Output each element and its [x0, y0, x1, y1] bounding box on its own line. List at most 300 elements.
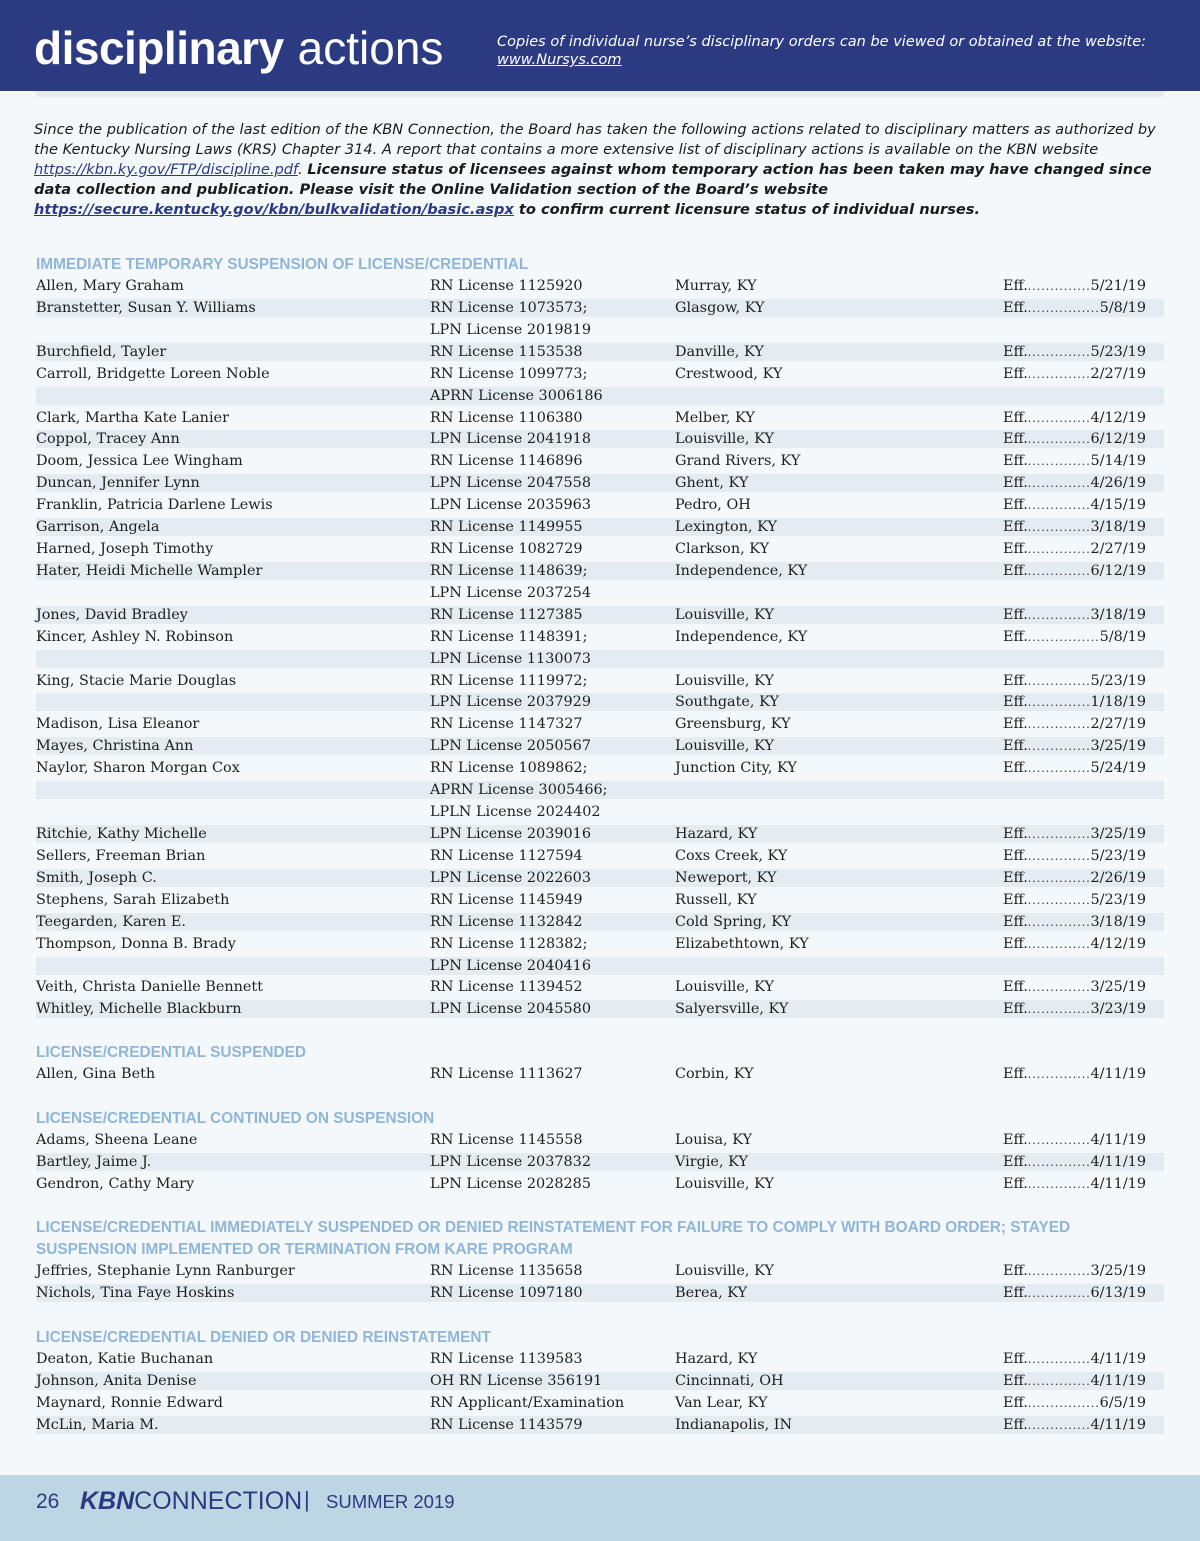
license-number: RN License 1149955 — [430, 519, 583, 536]
leader-dots — [1028, 1351, 1091, 1369]
license-number: LPN License 2047558 — [430, 475, 591, 492]
eff-label: Eff. — [1003, 475, 1028, 492]
licensee-location: Elizabethtown, KY — [675, 935, 809, 952]
effective-date — [1003, 1372, 1146, 1391]
date-value: 3/18/19 — [1090, 913, 1146, 930]
licensee-name: Jeffries, Stephanie Lynn Ranburger — [36, 1263, 295, 1279]
effective-date — [1003, 1262, 1146, 1281]
licensee-location: Louisville, KY — [675, 1263, 774, 1279]
eff-label: Eff. — [1003, 847, 1028, 864]
license-number: LPN License 2037832 — [430, 1153, 591, 1170]
effective-date — [1003, 452, 1146, 471]
licensee-location: Danville, KY — [675, 343, 764, 360]
licensee-location: Virgie, KY — [675, 1153, 748, 1170]
leader-dots — [1028, 716, 1091, 734]
effective-date — [1003, 540, 1146, 559]
license-number: RN Applicant/Examination — [430, 1394, 625, 1411]
leader-dots — [1028, 497, 1091, 515]
leader-dots — [1028, 892, 1091, 910]
table-row — [36, 715, 1164, 733]
date-value: 4/11/19 — [1090, 1175, 1146, 1192]
leader-dots — [1028, 848, 1091, 866]
leader-dots — [1028, 1263, 1091, 1281]
table-row — [36, 628, 1164, 646]
eff-label: Eff. — [1003, 1001, 1028, 1018]
date-value: 1/18/19 — [1090, 694, 1146, 711]
table-row — [36, 474, 1164, 492]
table-row — [36, 321, 1164, 339]
licensee-name: Garrison, Angela — [36, 519, 160, 536]
licensee-name: Clark, Martha Kate Lanier — [36, 409, 229, 426]
table-row — [36, 387, 1164, 405]
licensee-name: Carroll, Bridgette Loreen Noble — [36, 365, 270, 382]
license-number: OH RN License 356191 — [430, 1372, 603, 1389]
leader-dots — [1028, 607, 1091, 625]
effective-date — [1003, 430, 1146, 449]
licensee-location: Clarkson, KY — [675, 541, 770, 558]
eff-label: Eff. — [1003, 453, 1028, 470]
effective-date — [1003, 474, 1146, 493]
table-row — [36, 693, 1164, 711]
date-value: 6/5/19 — [1099, 1394, 1146, 1411]
leader-dots — [1028, 431, 1091, 449]
eff-label: Eff. — [1003, 606, 1028, 623]
date-value: 5/23/19 — [1090, 891, 1146, 908]
nursys-link[interactable]: www.Nursys.com — [497, 52, 622, 68]
footer-separator: | — [304, 1487, 310, 1512]
page-footer — [0, 1475, 1200, 1541]
effective-date — [1003, 891, 1146, 910]
license-number: RN License 1099773; — [430, 365, 588, 382]
date-value: 3/25/19 — [1090, 826, 1146, 842]
license-number: LPLN License 2024402 — [430, 804, 601, 821]
licensee-location: Neweport, KY — [675, 869, 777, 886]
brand-light: CONNECTION — [134, 1487, 303, 1515]
leader-dots — [1028, 738, 1091, 756]
license-number: RN License 1127385 — [430, 606, 583, 623]
eff-label: Eff. — [1003, 519, 1028, 536]
date-value: 4/12/19 — [1090, 935, 1146, 952]
licensee-name: Smith, Joseph C. — [36, 869, 157, 886]
table-row — [36, 430, 1164, 448]
license-number: LPN License 1130073 — [430, 650, 591, 667]
date-value: 6/12/19 — [1090, 431, 1146, 448]
date-value: 4/11/19 — [1090, 1066, 1146, 1082]
table-row — [36, 496, 1164, 514]
effective-date — [1003, 277, 1146, 296]
licensee-name: King, Stacie Marie Douglas — [36, 672, 237, 689]
licensee-name: Coppol, Tracey Ann — [36, 431, 180, 448]
effective-date — [1003, 759, 1146, 778]
effective-date — [1003, 978, 1146, 997]
effective-date — [1003, 562, 1146, 581]
table-row — [36, 343, 1164, 361]
header-note-text: Copies of individual nurse’s disciplinary orders can be viewed or obtained at the website: — [497, 34, 1147, 50]
date-value: 5/23/19 — [1090, 847, 1146, 864]
table-row — [36, 518, 1164, 536]
date-value: 4/11/19 — [1090, 1416, 1146, 1433]
license-number: LPN License 2028285 — [430, 1175, 591, 1192]
licensee-name: Allen, Mary Graham — [36, 278, 184, 294]
eff-label: Eff. — [1003, 1394, 1028, 1411]
licensee-name: Deaton, Katie Buchanan — [36, 1351, 214, 1367]
licensee-name: Kincer, Ashley N. Robinson — [36, 628, 234, 645]
licensee-name: Gendron, Cathy Mary — [36, 1175, 195, 1192]
table-row — [36, 847, 1164, 865]
licensee-location: Louisa, KY — [675, 1132, 753, 1148]
date-value: 4/11/19 — [1090, 1351, 1146, 1367]
licensee-name: Branstetter, Susan Y. Williams — [36, 299, 256, 316]
section-title: LICENSE/CREDENTIAL SUSPENDED — [36, 1044, 306, 1061]
license-number: LPN License 2040416 — [430, 957, 591, 974]
eff-label: Eff. — [1003, 869, 1028, 886]
license-number: RN License 1148639; — [430, 562, 588, 579]
licensee-location: Cincinnati, OH — [675, 1372, 784, 1389]
licensee-location: Independence, KY — [675, 562, 808, 579]
leader-dots — [1028, 366, 1091, 384]
date-value: 4/26/19 — [1090, 475, 1146, 492]
table-row — [36, 606, 1164, 624]
license-number: RN License 1148391; — [430, 628, 588, 645]
effective-date — [1003, 913, 1146, 932]
date-value: 2/27/19 — [1090, 365, 1146, 382]
effective-date — [1003, 1394, 1146, 1413]
licensee-location: Corbin, KY — [675, 1066, 754, 1082]
table-row — [36, 803, 1164, 821]
effective-date — [1003, 869, 1146, 888]
date-value: 5/14/19 — [1090, 453, 1146, 470]
license-number: RN License 1145949 — [430, 891, 583, 908]
license-number: RN License 1125920 — [430, 278, 583, 294]
leader-dots — [1028, 1395, 1100, 1413]
date-value: 4/11/19 — [1090, 1132, 1146, 1148]
discipline-pdf-link[interactable]: https://kbn.ky.gov/FTP/discipline.pdf — [34, 161, 298, 178]
eff-label: Eff. — [1003, 541, 1028, 558]
licensee-name: Whitley, Michelle Blackburn — [36, 1001, 242, 1018]
section-title: LICENSE/CREDENTIAL IMMEDIATELY SUSPENDED OR DENIED REINSTATEMENT FOR FAILURE TO COMPLY WITH BOARD ORDER; STAYED SUSPENSION IMPLEMENTED OR TERMINATION FROM KARE PROGRAM — [36, 1219, 1071, 1258]
licensee-name: Naylor, Sharon Morgan Cox — [36, 760, 240, 777]
section-title: IMMEDIATE TEMPORARY SUSPENSION OF LICENSE/CREDENTIAL — [36, 256, 529, 273]
leader-dots — [1028, 979, 1091, 997]
leader-dots — [1028, 410, 1091, 428]
leader-dots — [1028, 826, 1091, 844]
licensee-location: Louisville, KY — [675, 672, 774, 689]
license-number: RN License 1106380 — [430, 409, 583, 426]
licensee-location: Louisville, KY — [675, 1175, 774, 1192]
effective-date — [1003, 606, 1146, 625]
eff-label: Eff. — [1003, 694, 1028, 711]
leader-dots — [1028, 344, 1091, 362]
licensee-name: Duncan, Jennifer Lynn — [36, 475, 200, 492]
licensee-name: Hater, Heidi Michelle Wampler — [36, 562, 263, 579]
table-row — [36, 650, 1164, 668]
licensee-name: Allen, Gina Beth — [36, 1066, 156, 1082]
table-row — [36, 299, 1164, 317]
eff-label: Eff. — [1003, 431, 1028, 448]
licensee-name: Maynard, Ronnie Edward — [36, 1394, 223, 1411]
licensee-name: McLin, Maria M. — [36, 1416, 159, 1433]
license-number: RN License 1113627 — [430, 1066, 583, 1082]
license-number: RN License 1097180 — [430, 1284, 583, 1301]
page-header — [0, 0, 1200, 91]
table-row — [36, 1065, 1164, 1083]
title-bold: disciplinary — [34, 22, 284, 74]
date-value: 3/25/19 — [1090, 1263, 1146, 1279]
leader-dots — [1028, 1176, 1091, 1194]
license-number: RN License 1143579 — [430, 1416, 583, 1433]
table-row — [36, 1175, 1164, 1193]
licensee-name: Nichols, Tina Faye Hoskins — [36, 1284, 235, 1301]
eff-label: Eff. — [1003, 409, 1028, 426]
date-value: 5/23/19 — [1090, 672, 1146, 689]
license-number: RN License 1082729 — [430, 541, 583, 558]
table-row — [36, 1394, 1164, 1412]
table-row — [36, 781, 1164, 799]
effective-date — [1003, 518, 1146, 537]
licensee-name: Madison, Lisa Eleanor — [36, 716, 200, 733]
table-row — [36, 365, 1164, 383]
effective-date — [1003, 365, 1146, 384]
license-number: RN License 1132842 — [430, 913, 583, 930]
leader-dots — [1028, 1001, 1091, 1019]
license-number: RN License 1127594 — [430, 847, 583, 864]
leader-dots — [1028, 629, 1100, 647]
licensee-location: Independence, KY — [675, 628, 808, 645]
leader-dots — [1028, 475, 1091, 493]
leader-dots — [1028, 673, 1091, 691]
leader-dots — [1028, 1373, 1091, 1391]
leader-dots — [1028, 1285, 1091, 1303]
eff-label: Eff. — [1003, 278, 1028, 294]
date-value: 5/23/19 — [1090, 343, 1146, 360]
leader-dots — [1028, 1066, 1091, 1084]
licensee-location: Crestwood, KY — [675, 365, 783, 382]
eff-label: Eff. — [1003, 1263, 1028, 1279]
leader-dots — [1028, 914, 1091, 932]
validation-link[interactable]: https://secure.kentucky.gov/kbn/bulkvalidation/basic.aspx — [34, 201, 514, 218]
licensee-location: Melber, KY — [675, 409, 755, 426]
licensee-location: Berea, KY — [675, 1284, 748, 1301]
effective-date — [1003, 737, 1146, 756]
license-number: APRN License 3006186 — [430, 387, 603, 404]
date-value: 4/15/19 — [1090, 497, 1146, 514]
leader-dots — [1028, 563, 1091, 581]
effective-date — [1003, 1284, 1146, 1303]
eff-label: Eff. — [1003, 760, 1028, 777]
table-row — [36, 1131, 1164, 1149]
licensee-name: Mayes, Christina Ann — [36, 738, 194, 755]
eff-label: Eff. — [1003, 1372, 1028, 1389]
license-number: RN License 1135658 — [430, 1263, 583, 1279]
effective-date — [1003, 1153, 1146, 1172]
license-number: RN License 1147327 — [430, 716, 583, 733]
leader-dots — [1028, 541, 1091, 559]
eff-label: Eff. — [1003, 628, 1028, 645]
title-light: actions — [297, 22, 444, 74]
licensee-location: Coxs Creek, KY — [675, 847, 788, 864]
date-value: 3/23/19 — [1090, 1001, 1146, 1018]
license-number: APRN License 3005466; — [430, 782, 608, 799]
table-row — [36, 584, 1164, 602]
date-value: 6/12/19 — [1090, 562, 1146, 579]
licensee-name: Johnson, Anita Denise — [36, 1372, 197, 1389]
licensee-location: Lexington, KY — [675, 519, 777, 536]
licensee-location: Glasgow, KY — [675, 299, 765, 316]
effective-date — [1003, 628, 1146, 647]
eff-label: Eff. — [1003, 562, 1028, 579]
table-row — [36, 759, 1164, 777]
eff-label: Eff. — [1003, 365, 1028, 382]
licensee-location: Hazard, KY — [675, 1351, 758, 1367]
header-band — [36, 91, 1164, 97]
table-row — [36, 869, 1164, 887]
date-value: 3/25/19 — [1090, 738, 1146, 755]
licensee-location: Hazard, KY — [675, 826, 758, 842]
date-value: 5/8/19 — [1099, 299, 1146, 316]
date-value: 3/18/19 — [1090, 519, 1146, 536]
licensee-location: Murray, KY — [675, 278, 757, 294]
leader-dots — [1028, 1417, 1091, 1435]
eff-label: Eff. — [1003, 1132, 1028, 1148]
date-value: 2/27/19 — [1090, 716, 1146, 733]
licensee-location: Ghent, KY — [675, 475, 749, 492]
leader-dots — [1028, 1132, 1091, 1150]
licensee-location: Cold Spring, KY — [675, 913, 792, 930]
effective-date — [1003, 847, 1146, 866]
date-value: 4/11/19 — [1090, 1153, 1146, 1170]
table-row — [36, 978, 1164, 996]
table-row — [36, 1372, 1164, 1390]
table-row — [36, 1262, 1164, 1280]
license-number: LPN License 2022603 — [430, 869, 591, 886]
licensee-location: Pedro, OH — [675, 497, 751, 514]
license-number: LPN License 2035963 — [430, 497, 591, 514]
licensee-name: Stephens, Sarah Elizabeth — [36, 891, 230, 908]
effective-date — [1003, 299, 1146, 318]
intro-bold-text-2: to confirm current licensure status of individual nurses. — [513, 201, 981, 218]
leader-dots — [1028, 278, 1091, 296]
eff-label: Eff. — [1003, 497, 1028, 514]
table-row — [36, 540, 1164, 558]
licensee-location: Southgate, KY — [675, 694, 779, 711]
licensee-name: Adams, Sheena Leane — [36, 1132, 198, 1148]
eff-label: Eff. — [1003, 1066, 1028, 1082]
date-value: 6/13/19 — [1090, 1284, 1146, 1301]
license-number: RN License 1146896 — [430, 453, 583, 470]
table-row — [36, 562, 1164, 580]
table-row — [36, 957, 1164, 975]
effective-date — [1003, 1350, 1146, 1369]
effective-date — [1003, 1131, 1146, 1150]
leader-dots — [1028, 936, 1091, 954]
table-row — [36, 1350, 1164, 1368]
licensee-location: Louisville, KY — [675, 738, 774, 755]
publication-logo — [80, 1487, 302, 1515]
licensee-name: Thompson, Donna B. Brady — [36, 935, 236, 952]
date-value: 4/11/19 — [1090, 1372, 1146, 1389]
effective-date — [1003, 672, 1146, 691]
licensee-name: Ritchie, Kathy Michelle — [36, 826, 207, 842]
leader-dots — [1028, 453, 1091, 471]
licensee-name: Teegarden, Karen E. — [36, 913, 186, 930]
effective-date — [1003, 409, 1146, 428]
date-value: 4/12/19 — [1090, 409, 1146, 426]
license-number: RN License 1153538 — [430, 343, 583, 360]
licensee-name: Franklin, Patricia Darlene Lewis — [36, 497, 273, 514]
licensee-location: Grand Rivers, KY — [675, 453, 801, 470]
table-row — [36, 1416, 1164, 1434]
header-note — [497, 33, 1177, 69]
eff-label: Eff. — [1003, 826, 1028, 842]
page-title — [34, 20, 443, 87]
license-number: LPN License 2037929 — [430, 694, 591, 711]
effective-date — [1003, 693, 1146, 712]
license-number: LPN License 2019819 — [430, 321, 591, 338]
licensee-location: Van Lear, KY — [675, 1394, 768, 1411]
eff-label: Eff. — [1003, 913, 1028, 930]
table-row — [36, 891, 1164, 909]
date-value: 5/21/19 — [1090, 278, 1146, 294]
eff-label: Eff. — [1003, 1153, 1028, 1170]
leader-dots — [1028, 300, 1100, 318]
effective-date — [1003, 1175, 1146, 1194]
effective-date — [1003, 935, 1146, 954]
table-row — [36, 672, 1164, 690]
page-number: 26 — [36, 1490, 60, 1513]
section-title: LICENSE/CREDENTIAL DENIED OR DENIED REINSTATEMENT — [36, 1329, 491, 1346]
licensee-location: Indianapolis, IN — [675, 1416, 793, 1433]
table-row — [36, 409, 1164, 427]
eff-label: Eff. — [1003, 1175, 1028, 1192]
licensee-name: Sellers, Freeman Brian — [36, 847, 206, 864]
effective-date — [1003, 343, 1146, 362]
licensee-name: Veith, Christa Danielle Bennett — [36, 979, 263, 996]
effective-date — [1003, 496, 1146, 515]
date-value: 5/24/19 — [1090, 760, 1146, 777]
eff-label: Eff. — [1003, 979, 1028, 996]
effective-date — [1003, 1065, 1146, 1084]
license-number: RN License 1089862; — [430, 760, 588, 777]
license-number: RN License 1128382; — [430, 935, 588, 952]
licensee-location: Russell, KY — [675, 891, 757, 908]
intro-paragraph — [34, 120, 1169, 220]
effective-date — [1003, 715, 1146, 734]
table-row — [36, 277, 1164, 295]
leader-dots — [1028, 870, 1091, 888]
intro-text-2: . — [297, 161, 308, 178]
eff-label: Eff. — [1003, 299, 1028, 316]
eff-label: Eff. — [1003, 935, 1028, 952]
intro-bold-text: Licensure status of licensees against whom temporary action has been taken may have changed since data collection and publication. Please visit the Online Validation section of the Board’s website — [34, 161, 1152, 198]
eff-label: Eff. — [1003, 343, 1028, 360]
table-row — [36, 452, 1164, 470]
licensee-location: Greensburg, KY — [675, 716, 791, 733]
effective-date — [1003, 1000, 1146, 1019]
eff-label: Eff. — [1003, 672, 1028, 689]
issue-label: SUMMER 2019 — [326, 1491, 455, 1512]
table-row — [36, 1153, 1164, 1171]
licensee-location: Louisville, KY — [675, 606, 774, 623]
leader-dots — [1028, 1154, 1091, 1172]
eff-label: Eff. — [1003, 1351, 1028, 1367]
licensee-name: Harned, Joseph Timothy — [36, 541, 214, 558]
license-number: RN License 1073573; — [430, 299, 588, 316]
table-row — [36, 737, 1164, 755]
leader-dots — [1028, 519, 1091, 537]
licensee-name: Doom, Jessica Lee Wingham — [36, 453, 243, 470]
license-number: RN License 1145558 — [430, 1132, 583, 1148]
effective-date — [1003, 1416, 1146, 1435]
